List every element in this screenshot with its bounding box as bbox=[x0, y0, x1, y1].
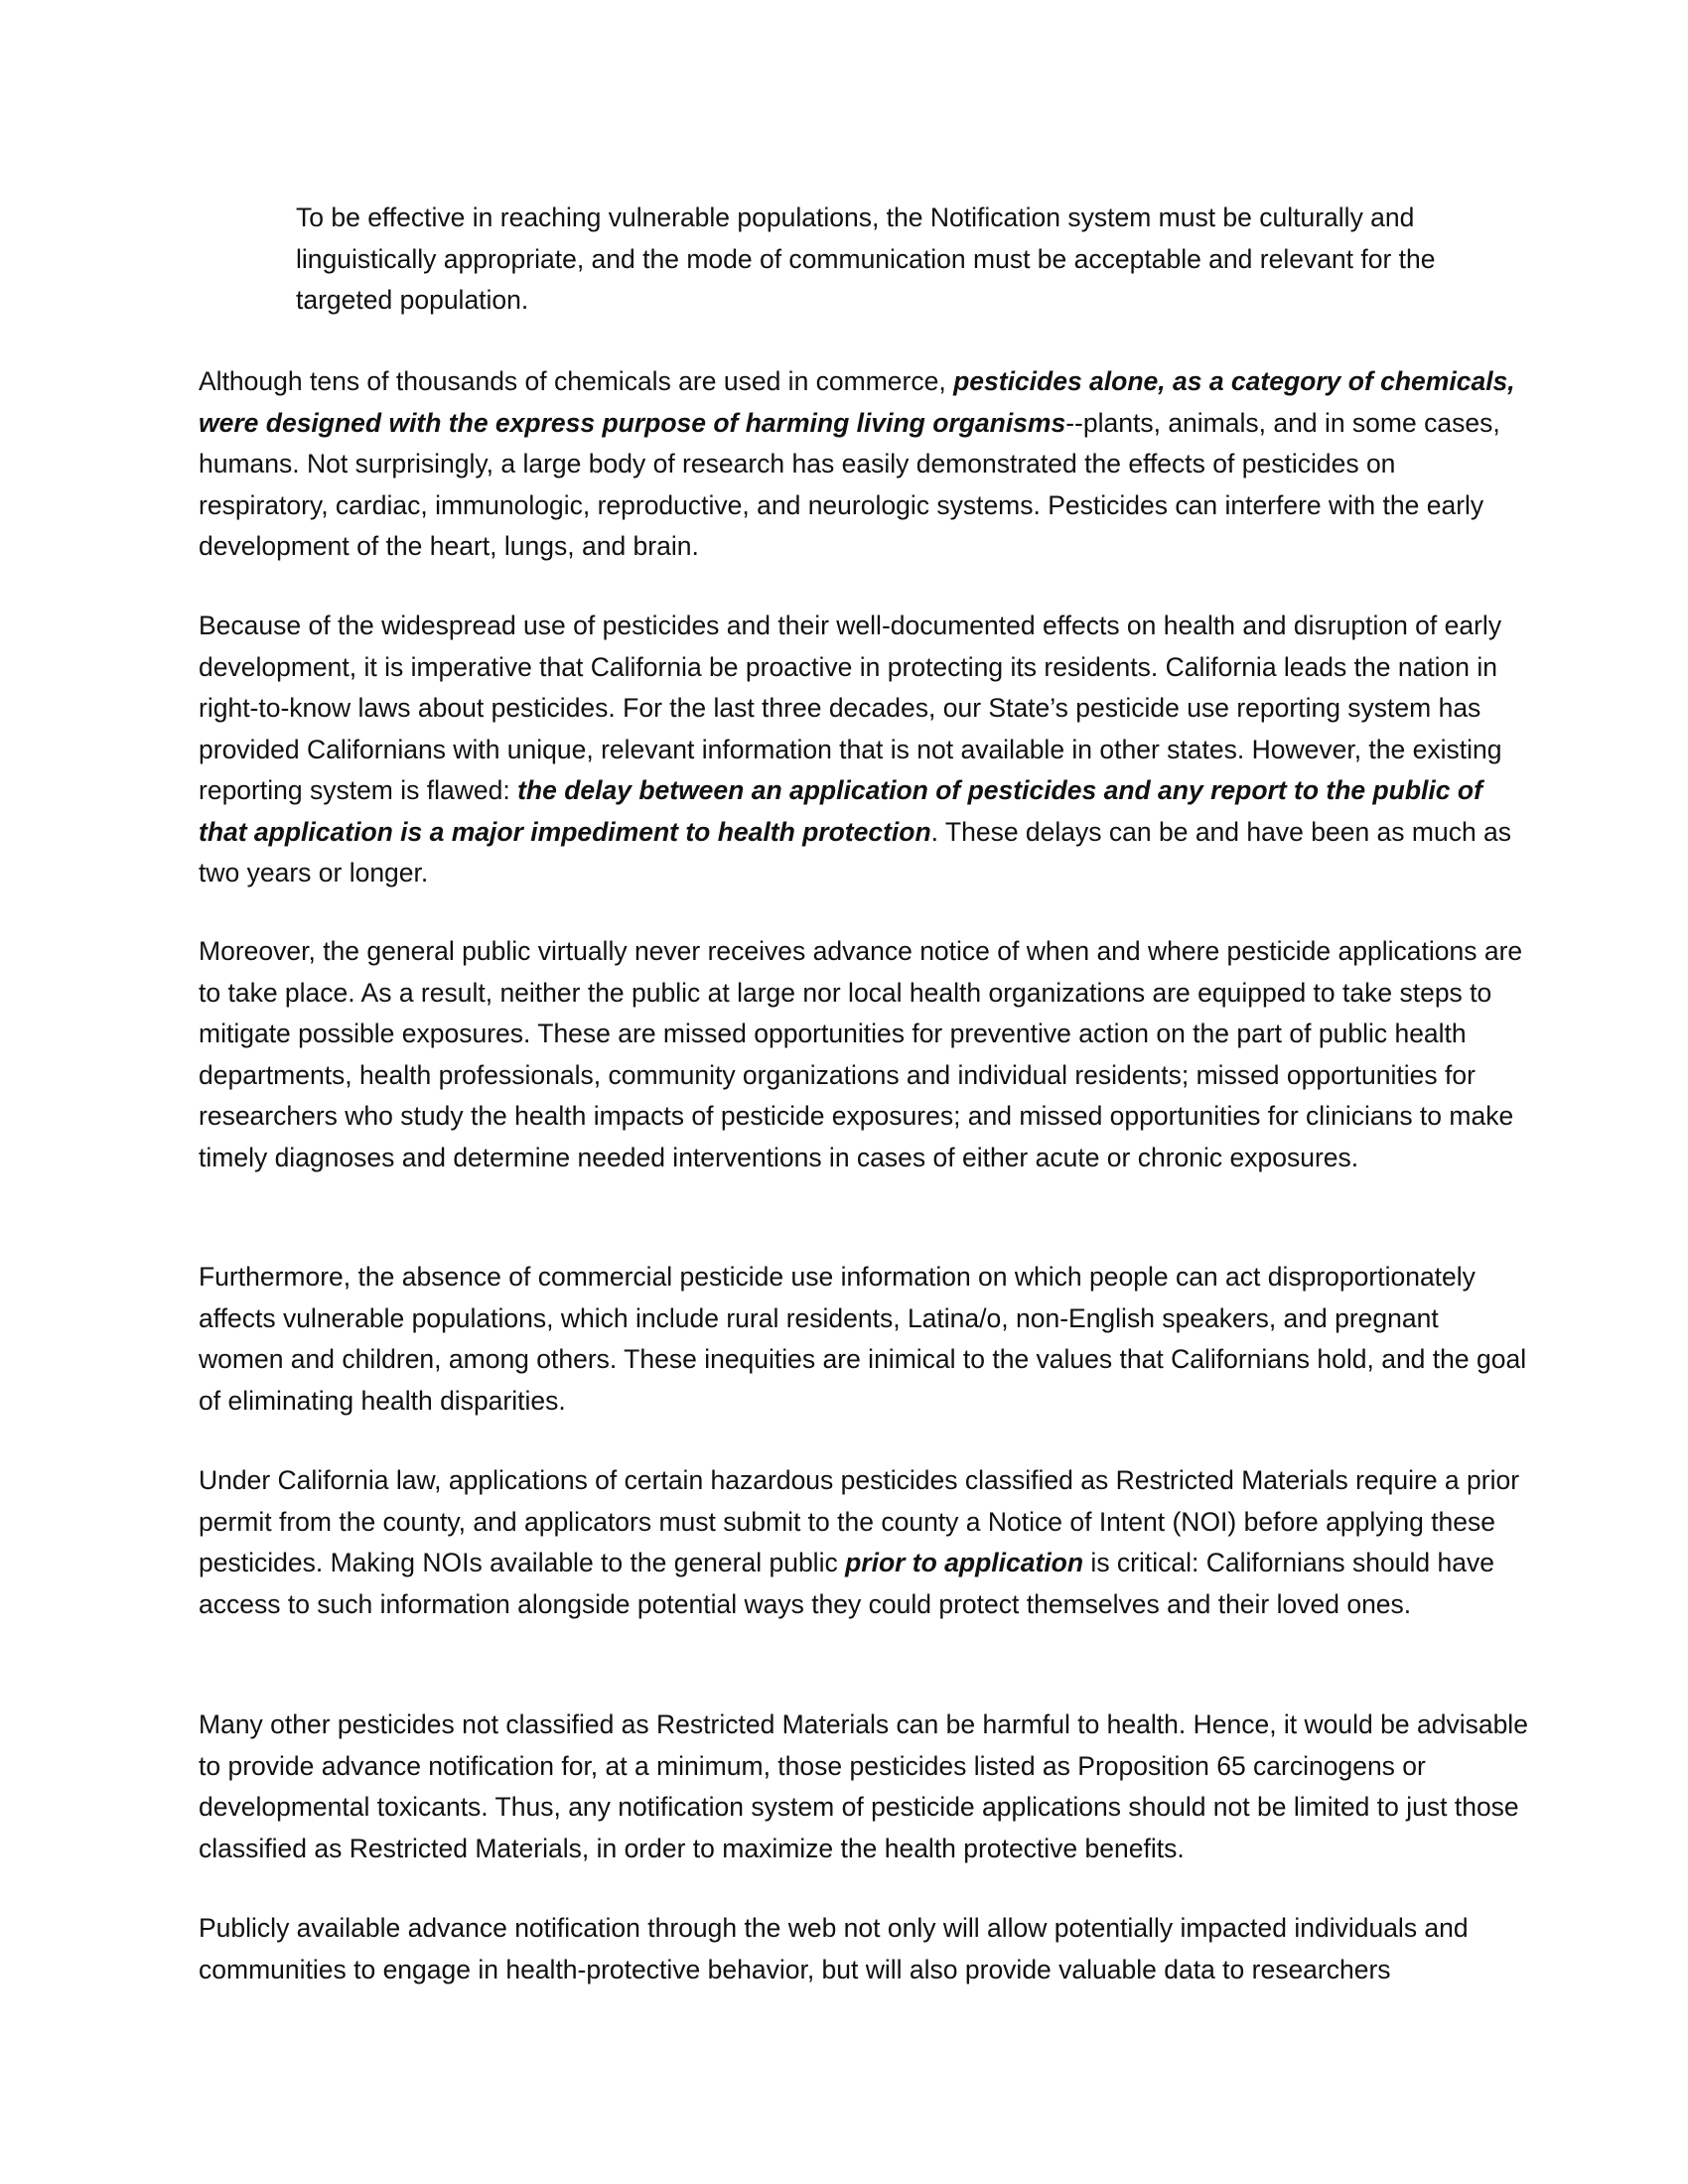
paragraph-text: is critical: Californians should have access to such information alongside potential ways they could protect themselves and their loved ones. bbox=[199, 1548, 1494, 1619]
paragraph-restricted-materials bbox=[199, 1460, 1529, 1625]
paragraph-other-pesticides bbox=[199, 1705, 1529, 1869]
paragraph-text: Publicly available advance notification through the web not only will allow potentially impacted individuals and communities to engage in health-protective behavior, but will also provide valuable data to researchers bbox=[199, 1913, 1469, 1984]
paragraph-text: Under California law, applications of certain hazardous pesticides classified as Restricted Materials require a prior permit from the county, and applicators must submit to the county a Notice of Intent (NOI) before applying these pesticides. Making NOIs available to the general public bbox=[199, 1465, 1520, 1577]
paragraph-text: To be effective in reaching vulnerable populations, the Notification system must be culturally and linguistically appropriate, and the mode of communication must be acceptable and relevant for the targeted population. bbox=[296, 203, 1436, 315]
paragraph-text: . These delays can be and have been as much as two years or longer. bbox=[199, 816, 1512, 887]
paragraph-text: Although tens of thousands of chemicals are used in commerce, bbox=[199, 366, 954, 396]
paragraph-web-notification bbox=[199, 1908, 1529, 1990]
paragraph-text: --plants, animals, and in some cases, humans. Not surprisingly, a large body of research has easily demonstrated the effects of pesticides on respiratory, cardiac, immunologic, reproductive, and neurologic systems. Pesticides can interfere with the early development of the heart, lungs, and brain. bbox=[199, 407, 1500, 561]
paragraph-text: Furthermore, the absence of commercial pesticide use information on which people can act disproportionately affects vulnerable populations, which include rural residents, Latina/o, non-English speakers, and pregnant women and children, among others. These inequities are inimical to the values that Californians hold, and the goal of eliminating health disparities. bbox=[199, 1262, 1527, 1416]
paragraph-text: Moreover, the general public virtually never receives advance notice of when and where pesticide applications are to take place. As a result, neither the public at large nor local health organizations are equipped to take steps to mitigate possible exposures. These are missed opportunities for preventive action on the part of public health departments, health professionals, community organizations and individual residents; missed opportunities for researchers who study the health impacts of pesticide exposures; and missed opportunities for clinicians to make timely diagnoses and determine needed interventions in cases of either acute or chronic exposures. bbox=[199, 936, 1523, 1172]
paragraph-notification-appropriateness bbox=[296, 198, 1529, 322]
paragraph-pesticides-harm bbox=[199, 361, 1529, 568]
paragraph-text: Because of the widespread use of pesticides and their well-documented effects on health and disruption of early development, it is imperative that California be proactive in protecting its residents. California leads the nation in right-to-know laws about pesticides. For the last three decades, our State’s pesticide use reporting system has provided Californians with unique, relevant information that is not available in other states. However, the existing reporting system is flawed: bbox=[199, 611, 1502, 805]
emphasis-text: pesticides alone, as a category of chemicals, were designed with the express purpose of harming living organisms bbox=[199, 366, 1515, 438]
emphasis-text: prior to application bbox=[845, 1548, 1084, 1577]
paragraph-vulnerable-populations bbox=[199, 1257, 1529, 1422]
emphasis-text: the delay between an application of pesticides and any report to the public of that application is a major impediment to health protection bbox=[199, 775, 1482, 847]
paragraph-advance-notice bbox=[199, 931, 1529, 1178]
paragraph-text: Many other pesticides not classified as Restricted Materials can be harmful to health. Hence, it would be advisable to provide advance notification for, at a minimum, those pesticides listed as Proposition 65 carcinogens or developmental toxicants. Thus, any notification system of pesticide applications should not be limited to just those classified as Restricted Materials, in order to maximize the health protective benefits. bbox=[199, 1709, 1528, 1863]
paragraph-reporting-delay bbox=[199, 606, 1529, 894]
